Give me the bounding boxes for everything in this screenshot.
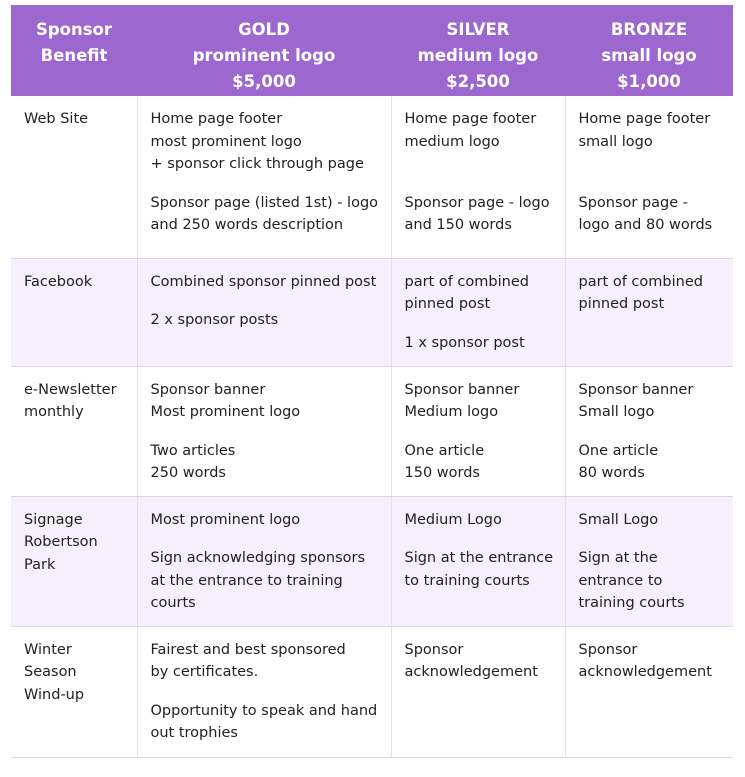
cell-text: 1 x sponsor post [404,334,525,351]
cell-text: Two articles [150,442,236,459]
header-bronze [565,5,733,96]
cell-text: Sponsor banner [150,381,266,398]
cell-text: logo and 80 words [578,217,713,233]
cell-text: One article [404,442,485,459]
benefit-cell [11,258,137,366]
benefit-label: Facebook [24,273,93,290]
header-tier-name: GOLD [238,20,290,39]
cell-text: most prominent logo [150,133,302,150]
cell-text: entrance to [578,572,663,589]
gold-cell [137,366,391,496]
cell-text: by certificates. [150,664,259,680]
table-row [11,96,733,258]
sponsor-benefits-table [11,5,733,758]
cell-text: Sign at the [578,550,658,566]
cell-text: acknowledgement [404,664,538,680]
cell-text: Sponsor banner [404,381,520,398]
header-tier-logo: medium logo [417,46,539,65]
benefit-cell [11,96,137,258]
bronze-cell [565,366,733,496]
benefit-cell [11,496,137,626]
bronze-cell [565,258,733,366]
cell-text: Sponsor banner [578,381,694,398]
cell-text: Sign at the entrance [404,550,554,566]
gold-cell [137,496,391,626]
cell-text: Home page footer [404,111,537,127]
benefit-cell [11,366,137,496]
cell-text: 2 x sponsor posts [150,312,279,328]
header-text: Benefit [40,46,108,65]
header-tier-price: $1,000 [617,72,681,91]
benefit-label: e-Newsletter [24,381,117,398]
cell-text: Most prominent logo [150,511,301,528]
header-tier-name: SILVER [446,20,510,39]
cell-text: training courts [578,595,685,611]
cell-text: acknowledgement [578,664,712,680]
cell-text: and 150 words [404,217,512,233]
cell-text: Sponsor [578,641,638,658]
cell-text: part of combined [404,273,529,290]
cell-text: pinned post [578,296,665,312]
cell-text: Sign acknowledging sponsors [150,550,366,566]
cell-text: Sponsor [404,641,464,658]
table-row [11,626,733,757]
cell-text: small logo [578,133,653,150]
header-text: Sponsor [35,20,113,39]
cell-text: courts [150,595,196,611]
silver-cell [391,96,565,258]
header-tier-price: $5,000 [232,72,296,91]
benefit-label: Wind-up [24,686,85,703]
silver-cell [391,626,565,757]
header-gold [137,5,391,96]
cell-text: at the entrance to training [150,572,343,589]
cell-text: Sponsor page (listed 1st) - logo [150,194,379,211]
header-silver [391,5,565,96]
header-tier-name: BRONZE [610,20,688,39]
cell-text: medium logo [404,133,500,150]
benefit-label: Park [24,556,56,573]
cell-text: out trophies [150,725,238,741]
cell-text: 80 words [578,465,645,481]
cell-text: Medium logo [404,404,499,420]
cell-text: Combined sponsor pinned post [150,273,377,290]
silver-cell [391,496,565,626]
table-row [11,258,733,366]
benefit-label: Web Site [24,111,89,127]
header-row [11,5,733,96]
gold-cell [137,258,391,366]
benefit-label: Robertson [24,534,98,550]
header-benefit [11,5,137,96]
cell-text: Most prominent logo [150,404,301,420]
cell-text: Home page footer [150,111,283,127]
header-tier-logo: small logo [601,46,697,65]
benefit-label: monthly [24,404,84,420]
cell-text: to training courts [404,572,530,589]
benefit-label: Signage [24,511,83,528]
bronze-cell [565,626,733,757]
silver-cell [391,258,565,366]
bronze-cell [565,496,733,626]
gold-cell [137,626,391,757]
cell-text: Small logo [578,404,655,420]
cell-text: and 250 words description [150,217,344,233]
cell-text: Sponsor page - [578,194,689,211]
cell-text: One article [578,442,659,459]
benefit-cell [11,626,137,757]
cell-text: part of combined [578,273,703,290]
table-row [11,366,733,496]
cell-text: 150 words [404,465,480,481]
cell-text: 250 words [150,465,226,481]
benefit-label: Season [24,664,77,680]
header-tier-logo: prominent logo [192,46,336,65]
header-tier-price: $2,500 [446,72,510,91]
silver-cell [391,366,565,496]
benefit-label: Winter [24,641,72,658]
cell-text: Small Logo [578,511,659,528]
cell-text: Home page footer [578,111,711,127]
bronze-cell [565,96,733,258]
cell-text: Sponsor page - logo [404,194,550,211]
gold-cell [137,96,391,258]
cell-text: Opportunity to speak and hand [150,702,378,719]
cell-text: pinned post [404,296,491,312]
cell-text: Medium Logo [404,511,502,528]
cell-text: + sponsor click through page [150,156,364,172]
table-row [11,496,733,626]
cell-text: Fairest and best sponsored [150,641,346,658]
